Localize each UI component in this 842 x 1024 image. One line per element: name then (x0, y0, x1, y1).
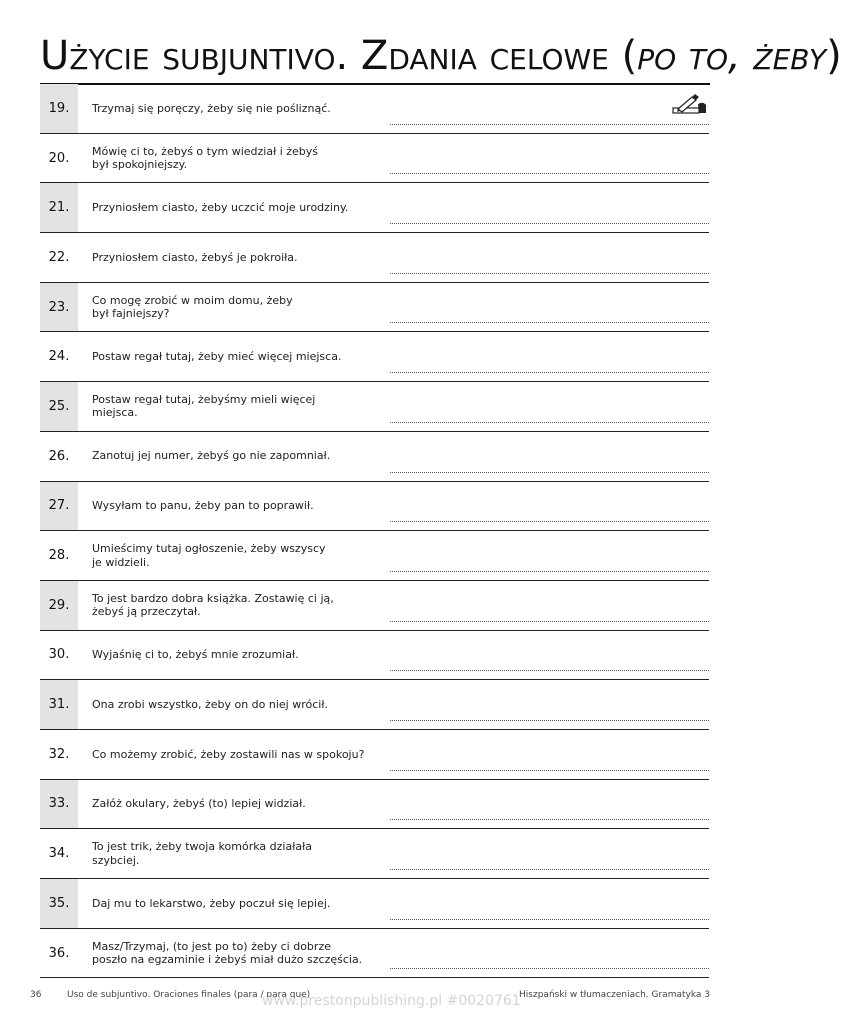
exercise-sentence (92, 233, 392, 282)
exercise-number: 20. (48, 150, 70, 166)
exercise-number: 22. (48, 249, 70, 265)
exercise-sentence-text: Daj mu to lekarstwo, żeby poczuł się lepiej. (92, 896, 331, 910)
title-close: ) (826, 33, 842, 79)
exercise-row (40, 680, 709, 730)
answer-line[interactable] (390, 222, 709, 224)
answer-line[interactable] (390, 620, 709, 622)
exercise-number: 19. (40, 84, 78, 133)
answer-line[interactable] (390, 421, 709, 423)
exercise-sentence-text: Załóż okulary, żebyś (to) lepiej widział. (92, 797, 306, 811)
exercise-sentence-text: Postaw regał tutaj, żebyśmy mieli więcej miejsca. (92, 392, 316, 420)
exercise-row (40, 283, 709, 333)
exercise-sentence-text: Zanotuj jej numer, żebyś go nie zapomniał. (92, 449, 331, 463)
exercise-sentence-text: Masz/Trzymaj, (to jest po to) żeby ci dobrze poszło na egzaminie i żebyś miał dużo szczęścia. (92, 939, 363, 967)
exercise-row (40, 581, 709, 631)
exercise-number: 30. (48, 647, 70, 663)
exercise-number: 26. (48, 448, 70, 464)
exercise-row (40, 631, 709, 681)
exercise-list (40, 84, 709, 978)
answer-line[interactable] (390, 272, 709, 274)
title-emphasis: po to, żeby (637, 33, 827, 79)
exercise-sentence (92, 780, 392, 829)
exercise-row (40, 332, 709, 382)
exercise-row (40, 432, 709, 482)
footer-left-text: Uso de subjuntivo. Oraciones finales (para / para que) (67, 990, 311, 1000)
exercise-row (40, 183, 709, 233)
exercise-number: 25. (40, 382, 78, 431)
exercise-sentence (92, 283, 392, 332)
answer-line[interactable] (390, 868, 709, 870)
exercise-sentence-text: Trzymaj się poręczy, żeby się nie pośliznąć. (92, 101, 331, 115)
exercise-sentence-text: Przyniosłem ciasto, żebyś je pokroiła. (92, 250, 298, 264)
exercise-row (40, 531, 709, 581)
exercise-sentence (92, 382, 392, 431)
exercise-sentence-text: Co mogę zrobić w moim domu, żeby był fajniejszy? (92, 293, 293, 321)
title-main: Użycie subjuntivo. Zdania celowe ( (40, 33, 638, 79)
answer-line[interactable] (390, 818, 709, 820)
exercise-number: 32. (48, 746, 70, 762)
exercise-sentence (92, 929, 392, 978)
exercise-sentence (92, 482, 392, 531)
exercise-sentence-text: Co możemy zrobić, żeby zostawili nas w spokoju? (92, 747, 365, 761)
exercise-row (40, 84, 709, 134)
answer-line[interactable] (390, 172, 709, 174)
exercise-sentence (92, 879, 392, 928)
exercise-sentence-text: Wysyłam to panu, żeby pan to poprawił. (92, 499, 314, 513)
exercise-sentence-text: Ona zrobi wszystko, żeby on do niej wrócił. (92, 697, 328, 711)
exercise-row (40, 879, 709, 929)
watermark: www.prestonpublishing.pl #0020761 (262, 993, 521, 1009)
answer-line[interactable] (390, 918, 709, 920)
exercise-number: 27. (40, 482, 78, 531)
exercise-number: 34. (48, 846, 70, 862)
answer-line[interactable] (390, 371, 709, 373)
page-number: 36 (30, 990, 42, 1000)
exercise-row (40, 829, 709, 879)
exercise-row (40, 233, 709, 283)
exercise-sentence (92, 134, 392, 183)
exercise-sentence-text: Przyniosłem ciasto, żeby uczcić moje urodziny. (92, 200, 349, 214)
exercise-sentence (92, 531, 392, 580)
exercise-sentence-text: To jest bardzo dobra książka. Zostawię ci ją, żebyś ją przeczytał. (92, 591, 334, 619)
answer-line[interactable] (390, 520, 709, 522)
footer-right-text: Hiszpański w tłumaczeniach. Gramatyka 3 (519, 990, 710, 1000)
exercise-sentence-text: Umieścimy tutaj ogłoszenie, żeby wszyscy je widzieli. (92, 542, 326, 569)
exercise-sentence (92, 332, 392, 381)
exercise-sentence (92, 730, 392, 779)
exercise-row (40, 134, 709, 184)
exercise-sentence (92, 183, 392, 232)
exercise-sentence (92, 680, 392, 729)
answer-line[interactable] (390, 321, 709, 323)
answer-line[interactable] (390, 669, 709, 671)
exercise-sentence-text: To jest trik, żeby twoja komórka działała szybciej. (92, 840, 312, 867)
exercise-row (40, 482, 709, 532)
exercise-number: 31. (40, 680, 78, 729)
answer-line[interactable] (390, 123, 709, 125)
exercise-number: 29. (40, 581, 78, 630)
exercise-number: 23. (40, 283, 78, 332)
exercise-number: 33. (40, 780, 78, 829)
exercise-row (40, 730, 709, 780)
exercise-sentence (92, 581, 392, 630)
exercise-row (40, 780, 709, 830)
answer-line[interactable] (390, 967, 709, 969)
exercise-number: 21. (40, 183, 78, 232)
page-title (40, 28, 842, 84)
exercise-sentence (92, 631, 392, 680)
exercise-sentence (92, 432, 392, 481)
exercise-row (40, 929, 709, 979)
exercise-sentence (92, 829, 392, 878)
exercise-sentence (92, 84, 392, 133)
exercise-sentence-text: Wyjaśnię ci to, żebyś mnie zrozumiał. (92, 648, 299, 662)
exercise-row (40, 382, 709, 432)
answer-line[interactable] (390, 471, 709, 473)
exercise-number: 28. (48, 548, 70, 564)
answer-line[interactable] (390, 769, 709, 771)
exercise-sentence-text: Mówię ci to, żebyś o tym wiedział i żebyś był spokojniejszy. (92, 144, 319, 172)
exercise-sentence-text: Postaw regał tutaj, żeby mieć więcej miejsca. (92, 350, 342, 364)
exercise-number: 36. (48, 945, 70, 961)
exercise-number: 35. (40, 879, 78, 928)
exercise-number: 24. (48, 349, 70, 365)
answer-line[interactable] (390, 570, 709, 572)
answer-line[interactable] (390, 719, 709, 721)
